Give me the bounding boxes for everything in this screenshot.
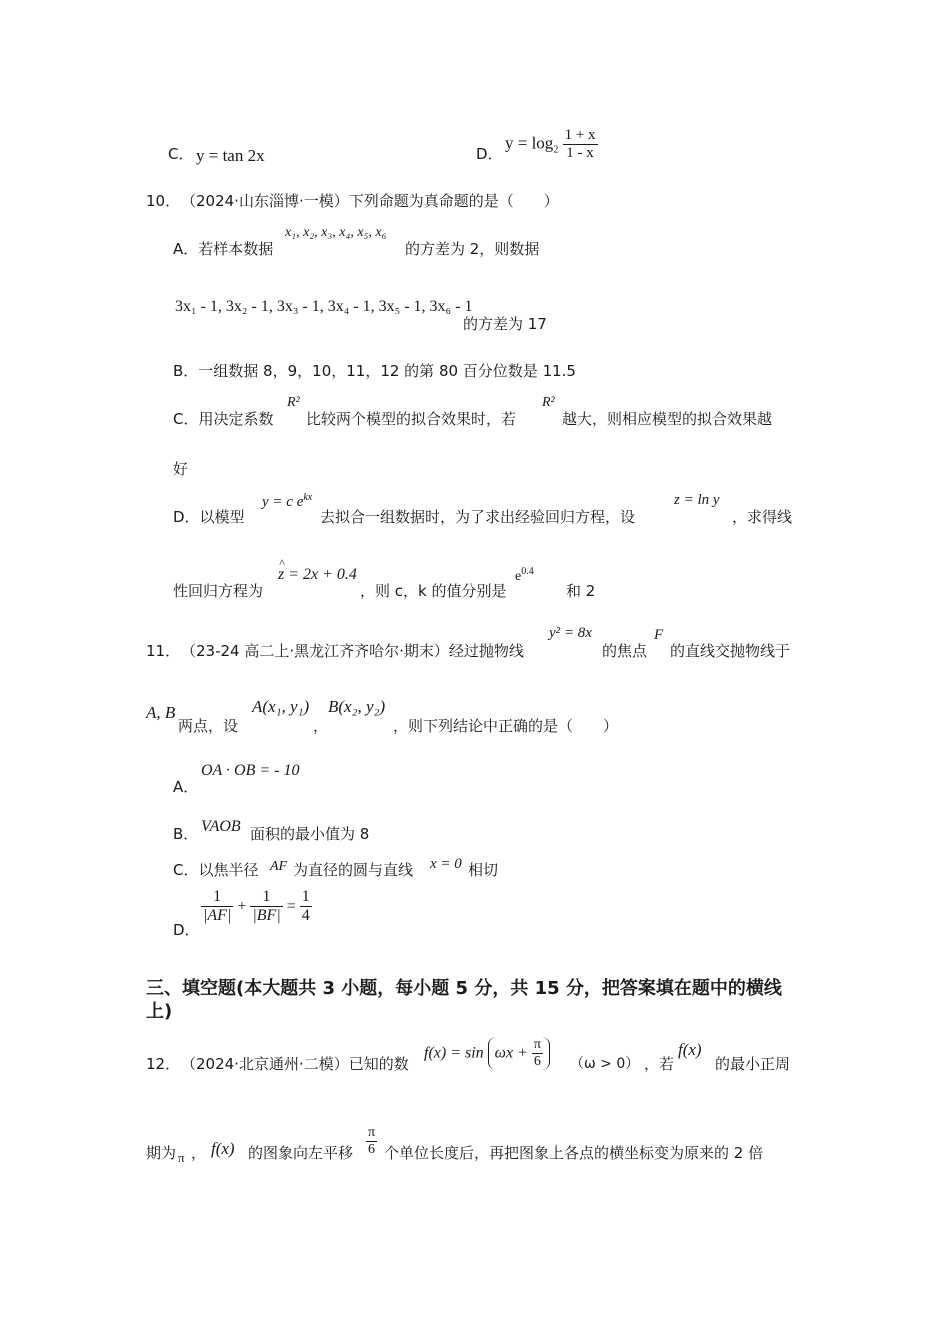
q12-text3: 期为 bbox=[146, 1144, 177, 1162]
q12-fx: f(x) bbox=[678, 1040, 702, 1059]
q10-a-text: 的方差为 2，则数据 bbox=[405, 240, 540, 258]
q10-d-label: D．以模型 bbox=[173, 508, 245, 526]
q10-d-model-text: y = c e bbox=[262, 494, 304, 510]
q11-c-text2: 为直径的圆与直线 bbox=[293, 861, 414, 879]
q12-inner-num: π bbox=[532, 1037, 543, 1054]
q9-d-denominator: 1 - x bbox=[566, 145, 594, 162]
q12-text5: 的图象向左平移 bbox=[248, 1144, 354, 1162]
q10-c-r2-a: R² bbox=[287, 395, 300, 410]
q10-d-e bbox=[515, 566, 534, 585]
q11-text3: 两点，设 bbox=[178, 717, 239, 735]
q11-source: （23-24 高二上·黑龙江齐齐哈尔·期末）经过抛物线 bbox=[181, 642, 524, 660]
q11-d-den2: |BF| bbox=[252, 907, 281, 925]
q10-d-model-exp: kx bbox=[303, 492, 313, 503]
q10-d-sub: z = ln y bbox=[674, 492, 720, 508]
q12-inner-prefix: ωx + bbox=[494, 1044, 528, 1062]
q11-d-label: D． bbox=[173, 921, 200, 939]
q11-points: A, B bbox=[146, 703, 176, 722]
q12-func bbox=[424, 1037, 550, 1070]
q9-d-formula bbox=[505, 127, 598, 163]
q10-d-hat-icon: ^ bbox=[279, 556, 285, 570]
section3-heading: 三、填空题(本大题共 3 小题，每小题 5 分，共 15 分，把答案填在题中的横线上) bbox=[146, 978, 782, 1023]
q11-b-label: B． bbox=[173, 825, 199, 843]
q11-c-line: x = 0 bbox=[430, 856, 462, 872]
q9-d-formula-prefix: y = log bbox=[505, 133, 554, 153]
q9-d-label: D． bbox=[476, 145, 503, 163]
q11-b-text: 面积的最小值为 8 bbox=[250, 825, 370, 843]
q10-d-text2: ，求得线 bbox=[732, 508, 793, 526]
q10-number: 10． bbox=[146, 192, 181, 210]
q10-d-text1: 去拟合一组数据时，为了求出经验回归方程，设 bbox=[320, 508, 636, 526]
q12-shift-num: π bbox=[366, 1125, 377, 1142]
q12-shift-den: 6 bbox=[368, 1142, 376, 1158]
q12-pi: π bbox=[178, 1150, 185, 1165]
q11-d-num1: 1 bbox=[201, 888, 233, 907]
q9-c-formula: y = tan 2x bbox=[196, 146, 265, 165]
q10-d-reg-text: z = 2x + 0.4 bbox=[278, 566, 357, 583]
q10-d-model bbox=[262, 492, 312, 511]
q12-shift bbox=[366, 1125, 377, 1158]
q11-c-af: AF bbox=[270, 859, 288, 874]
q10-b-text: B．一组数据 8，9，10，11，12 的第 80 百分位数是 11.5 bbox=[173, 362, 576, 380]
q10-d-text5: 和 2 bbox=[566, 582, 596, 600]
q12-source: （2024·北京通州·二模）已知的数 bbox=[181, 1055, 409, 1073]
q12-text1: ，若 bbox=[644, 1055, 675, 1073]
q12-text4: ， bbox=[191, 1144, 207, 1162]
q12-number: 12． bbox=[146, 1055, 181, 1073]
q11-pa: A(x₁, y₁) bbox=[252, 697, 310, 716]
q12-func-text: f(x) = sin bbox=[424, 1044, 484, 1062]
q12-cond: （ω > 0） bbox=[570, 1056, 640, 1072]
q10-stem: （2024·山东淄博·一模）下列命题为真命题的是（ ） bbox=[181, 192, 559, 210]
q11-number: 11． bbox=[146, 642, 181, 660]
q10-d-text4: ，则 c，k 的值分别是 bbox=[360, 582, 507, 600]
q12-text2: 的最小正周 bbox=[715, 1055, 791, 1073]
q10-a-vars: x₁, x₂, x₃, x₄, x₅, x₆ bbox=[285, 225, 387, 240]
q11-c-text: C．以焦半径 bbox=[173, 861, 259, 879]
q9-d-numerator: 1 + x bbox=[563, 127, 598, 145]
q11-text2: 的直线交抛物线于 bbox=[670, 642, 791, 660]
q11-d-formula: $\frac{1}{|AF|}$ + $\frac{1}{|BF|}$ = $\frac{1}{4}$ bbox=[203, 888, 310, 925]
q9-c-label: C． bbox=[168, 145, 194, 163]
q12-fx2: f(x) bbox=[211, 1139, 235, 1158]
q12-text6: 个单位长度后，再把图象上各点的横坐标变为原来的 2 倍 bbox=[384, 1144, 764, 1162]
q11-parabola: y² = 8x bbox=[549, 625, 592, 641]
q11-a-label: A． bbox=[173, 778, 199, 796]
q11-text4: ，则下列结论中正确的是（ ） bbox=[393, 717, 619, 735]
q10-d-e-exp: 0.4 bbox=[521, 566, 534, 577]
q11-d-den3: 4 bbox=[301, 907, 310, 925]
q10-d-reg bbox=[278, 556, 357, 584]
q10-a-label: A．若样本数据 bbox=[173, 240, 274, 258]
q11-text1: 的焦点 bbox=[602, 642, 648, 660]
q11-d-den1: |AF| bbox=[203, 907, 232, 925]
q10-a-formula: 3x₁ - 1, 3x₂ - 1, 3x₃ - 1, 3x₄ - 1, 3x₅ - 1, 3x₆ - 1 bbox=[175, 298, 473, 315]
q10-d-e-base: e bbox=[515, 569, 522, 584]
q11-comma: ， bbox=[313, 717, 329, 735]
q10-a-text2: 的方差为 17 bbox=[463, 315, 547, 333]
q11-b-formula: VAOB bbox=[201, 818, 241, 835]
q9-d-base: 2 bbox=[553, 144, 559, 156]
q10-c-text2: 越大，则相应模型的拟合效果越 bbox=[562, 410, 773, 428]
q11-focus: F bbox=[654, 627, 664, 643]
q11-pb: B(x₂, y₂) bbox=[328, 697, 386, 716]
q11-c-text3: 相切 bbox=[468, 861, 499, 879]
q10-c-label: C．用决定系数 bbox=[173, 410, 274, 428]
q10-c-r2-b: R² bbox=[542, 395, 555, 410]
q10-c-text1: 比较两个模型的拟合效果时，若 bbox=[306, 410, 517, 428]
q11-a-formula: OA · OB = - 10 bbox=[201, 762, 300, 779]
q11-d-num2: 1 bbox=[250, 888, 282, 907]
q10-c-text3: 好 bbox=[173, 460, 189, 478]
q11-d-num3: 1 bbox=[300, 888, 312, 907]
q10-d-text3: 性回归方程为 bbox=[173, 582, 264, 600]
q12-inner-den: 6 bbox=[533, 1054, 541, 1070]
